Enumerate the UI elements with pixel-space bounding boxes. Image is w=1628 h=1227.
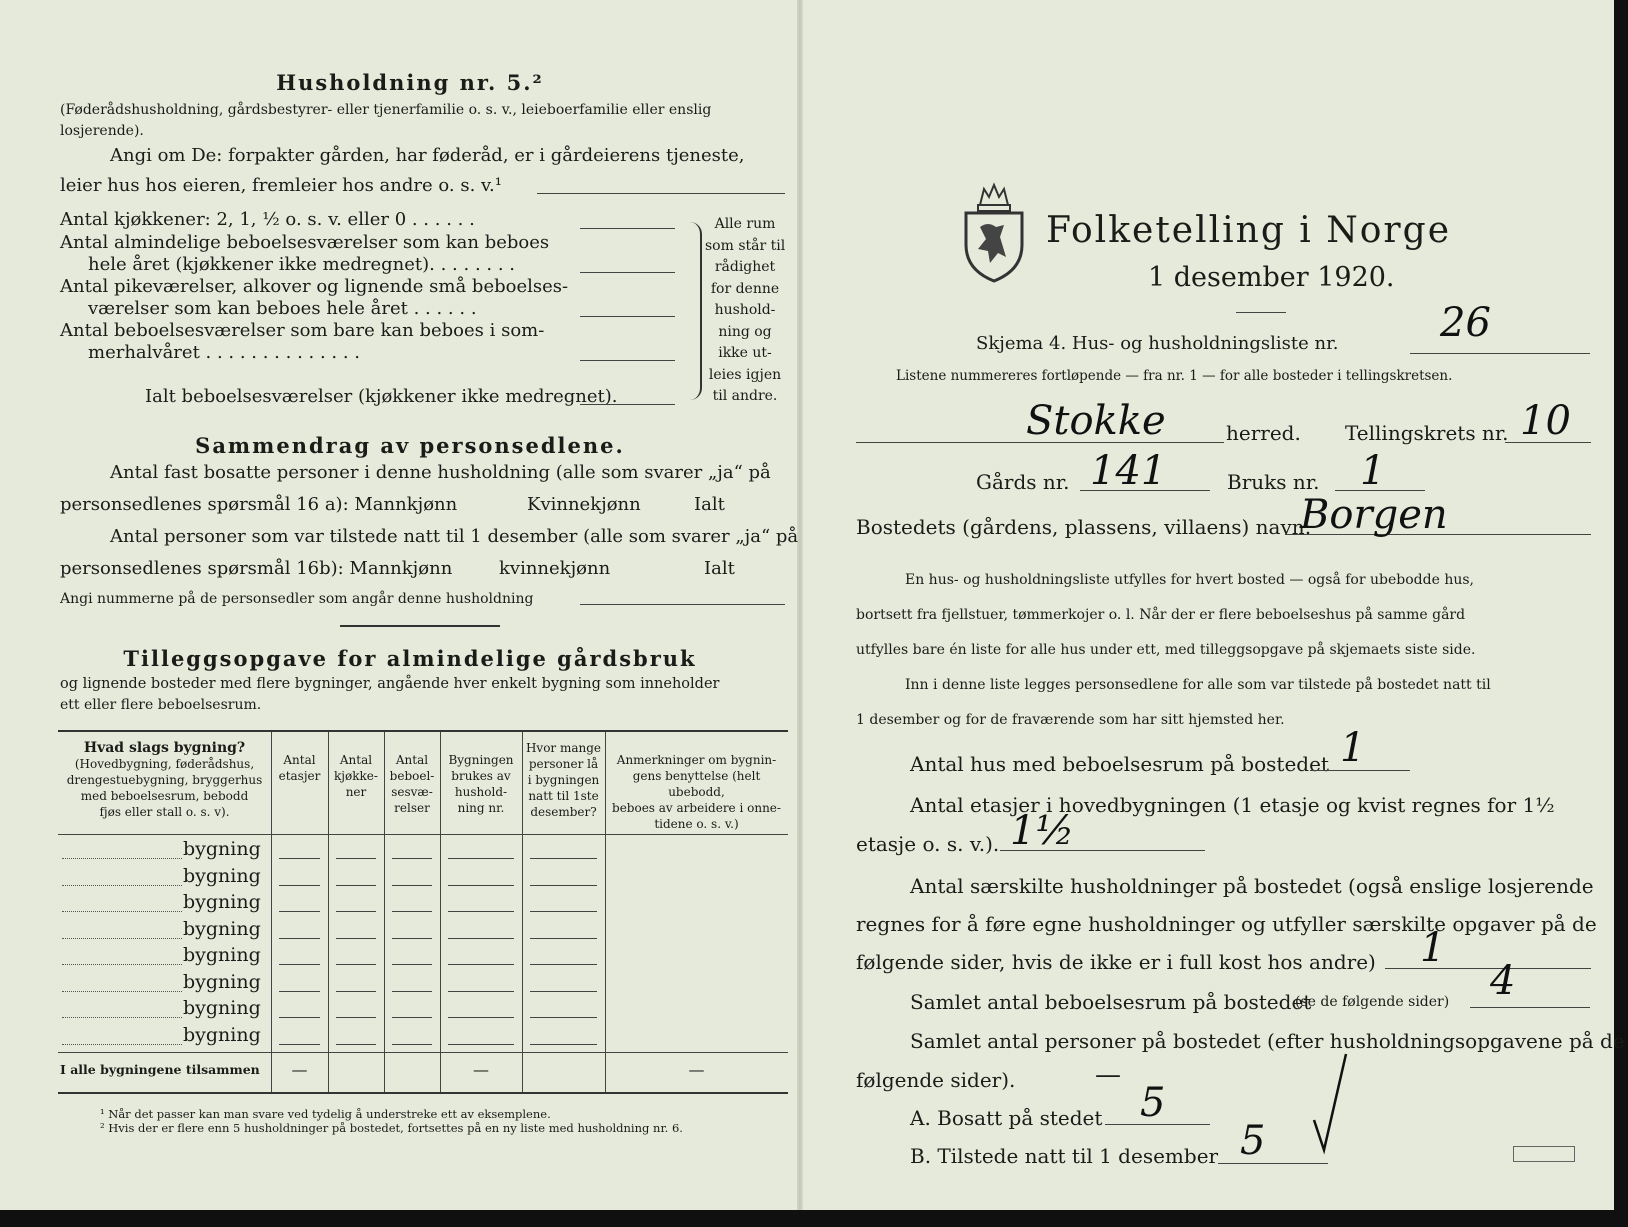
- brace-note-line: for denne: [710, 280, 780, 297]
- table-header-line: tidene o. s. v.): [654, 817, 739, 831]
- instr-1: En hus- og husholdningsliste utfylles for hvert bosted — også for ubebodde hus,: [905, 572, 1474, 588]
- bosatt-label: A. Bosatt på stedet: [910, 1106, 1103, 1130]
- table-header-line: Hvad slags bygning?: [83, 740, 246, 756]
- rooms2a: Antal pikeværelser, alkover og lignende små beboelses-: [60, 276, 569, 297]
- table-header: [58, 740, 271, 820]
- brace: [690, 222, 702, 400]
- supplement-note-1: og lignende bosteder med flere bygninger, angående hver enkelt bygning som inneholder: [60, 676, 720, 692]
- table-cell-line: [392, 1044, 432, 1045]
- rooms2b: værelser som kan beboes hele året . . . . . .: [88, 298, 477, 319]
- rooms1b: hele året (kjøkkener ikke medregnet). . . . . . . .: [88, 254, 515, 275]
- bosatt-value[interactable]: 5: [1140, 1080, 1166, 1126]
- hush-line-1: Antal særskilte husholdninger på bostedet (også enslige losjerende: [910, 874, 1594, 898]
- table-header-line: beboes av arbeidere i onne-: [612, 801, 781, 815]
- table-cell-line: [279, 911, 320, 912]
- sum2b-i: Ialt: [704, 558, 735, 579]
- total-row-label: I alle bygningene tilsammen: [60, 1062, 260, 1077]
- brace-note-line: til andre.: [712, 388, 778, 404]
- brace-note-line: ning og: [718, 323, 772, 340]
- household-note: (Føderådshusholdning, gårdsbestyrer- eller tjenerfamilie o. s. v., leieboerfamilie eller enslig losjerende).: [60, 102, 712, 139]
- table-cell-line: [279, 1017, 320, 1018]
- answer-line: [580, 604, 785, 605]
- household-title: Husholdning nr. 5.²: [276, 70, 544, 95]
- table-cell-line: [530, 964, 597, 965]
- table-header: [440, 752, 522, 816]
- rooms-total: Ialt beboelsesværelser (kjøkkener ikke medregnet).: [145, 386, 618, 407]
- table-cell-line: [336, 938, 376, 939]
- table-cell-line: [448, 911, 514, 912]
- table-header-line: ner: [345, 785, 367, 799]
- herred-label: herred.: [1226, 421, 1301, 445]
- krets-label: Tellingskrets nr.: [1345, 421, 1509, 445]
- separator: [340, 625, 500, 627]
- table-header-line: Bygningen: [448, 753, 514, 767]
- brace-note-line: hushold-: [714, 302, 776, 318]
- numbering-note: Listene nummereres fortløpende — fra nr. 1 — for alle bosteder i tellingskretsen.: [896, 368, 1453, 384]
- sum1a: Antal fast bosatte personer i denne husholdning (alle som svarer „ja“ på: [110, 462, 771, 483]
- sum1b: personsedlenes spørsmål 16 a): Mannkjønn: [60, 494, 458, 515]
- answer-line: [1470, 1007, 1590, 1008]
- table-header-line: desember?: [530, 805, 597, 819]
- brace-note-line: leies igjen: [708, 366, 782, 383]
- table-header: [384, 752, 440, 816]
- table-cell-line: [336, 911, 376, 912]
- table-row-label: bygning: [183, 838, 261, 860]
- table-cell-line: [448, 1044, 514, 1045]
- footnote-2: ² Hvis der er flere enn 5 husholdninger på bostedet, fortsettes på en ny liste med husholdning nr. 6.: [100, 1121, 683, 1135]
- table-row-label: bygning: [183, 917, 261, 940]
- table-row-label: bygning: [183, 997, 261, 1019]
- footnote-1: ¹ Når det passer kan man svare ved tydelig å understreke ett av eksemplene.: [100, 1107, 551, 1121]
- rom-small: (se de følgende sider): [1295, 994, 1450, 1010]
- table-cell-line: [530, 1044, 597, 1045]
- krets-value[interactable]: 10: [1520, 398, 1571, 444]
- sum2a: Antal personer som var tilstede natt til 1 desember (alle som svarer „ja“ på: [110, 526, 799, 547]
- table-row-label: bygning: [183, 1023, 261, 1046]
- answer-line: [580, 360, 675, 361]
- table-header-line: beboel-: [389, 769, 435, 783]
- table-row-line: [62, 1044, 182, 1045]
- bruks-label: Bruks nr.: [1227, 470, 1320, 494]
- table-cell-line: [336, 1044, 376, 1045]
- question-line-2: leier hus hos eieren, fremleier hos andre o. s. v.¹: [60, 175, 502, 196]
- sum1b-k: Kvinnekjønn: [527, 494, 641, 515]
- answer-line: [1410, 353, 1590, 354]
- table-row-line: [62, 858, 182, 859]
- herred-value[interactable]: Stokke: [1026, 398, 1166, 444]
- rooms3a: Antal beboelsesværelser som bare kan beboes i som-: [60, 320, 545, 341]
- gards-label: Gårds nr.: [976, 470, 1070, 494]
- hus-label: Antal hus med beboelsesrum på bostedet: [910, 752, 1329, 776]
- table-cell-line: [530, 911, 597, 912]
- table-cell-line: [279, 991, 320, 992]
- etasjer-line-1: Antal etasjer i hovedbygningen (1 etasje og kvist regnes for 1½: [910, 793, 1555, 817]
- sum3: Angi nummerne på de personsedler som angår denne husholdning: [60, 591, 534, 607]
- supplement-note-2: ett eller flere beboelsesrum.: [60, 697, 262, 713]
- table-cell-line: [392, 991, 432, 992]
- instr-5: 1 desember og for de fraværende som har sitt hjemsted her.: [856, 712, 1285, 728]
- table-cell-line: [448, 964, 514, 965]
- printer-stamp: [1513, 1146, 1575, 1162]
- pers-line-1: Samlet antal personer på bostedet (efter husholdningsopgavene på de: [910, 1029, 1625, 1053]
- table-cell-line: [448, 938, 514, 939]
- question-line-1: Angi om De: forpakter gården, har føderåd, er i gårdeierens tjeneste,: [110, 145, 745, 166]
- pers-line-2: følgende sider).: [856, 1068, 1016, 1092]
- instr-4: Inn i denne liste legges personsedlene for alle som var tilstede på bostedet natt til: [905, 677, 1491, 693]
- answer-line: [580, 272, 675, 273]
- form-title: Folketelling i Norge: [1046, 210, 1451, 251]
- bosted-value[interactable]: Borgen: [1300, 492, 1448, 538]
- table-header-line: relser: [394, 801, 430, 815]
- hush-value[interactable]: 1: [1420, 925, 1446, 971]
- table-header-line: kjøkke-: [334, 769, 378, 783]
- hush-line-3: følgende sider, hvis de ikke er i full kost hos andre): [856, 950, 1376, 974]
- pers-value[interactable]: —: [1095, 1060, 1121, 1090]
- table-cell-line: [279, 885, 320, 886]
- rooms3b: merhalvåret . . . . . . . . . . . . . .: [88, 342, 361, 363]
- separator: [1236, 312, 1286, 313]
- table-row-line: [62, 885, 182, 886]
- sum2b-k: kvinnekjønn: [499, 558, 611, 579]
- table-cell-line: [530, 938, 597, 939]
- total-dash: —: [291, 1060, 308, 1079]
- table-header-line: natt til 1ste: [528, 789, 599, 803]
- table-cell-line: [448, 858, 514, 859]
- table-cell-line: [448, 1017, 514, 1018]
- table-header-line: sesvæ-: [391, 785, 433, 799]
- table-row-label: bygning: [183, 864, 261, 887]
- table-header-line: Antal: [395, 753, 429, 767]
- hus-value[interactable]: 1: [1340, 725, 1366, 771]
- table-cell-line: [392, 938, 432, 939]
- answer-line: [1385, 968, 1591, 969]
- instr-3: utfylles bare én liste for alle hus under ett, med tilleggsopgave på skjemaets siste side.: [856, 642, 1476, 658]
- table-header-line: drengestuebygning, bryggerhus: [66, 773, 263, 787]
- table-header-line: brukes av: [451, 769, 511, 783]
- brace-note-line: som står til: [705, 237, 786, 254]
- table-cell-line: [392, 885, 432, 886]
- etasjer-line-2: etasje o. s. v.).: [856, 832, 1000, 856]
- table-cell-line: [279, 964, 320, 965]
- instr-2: bortsett fra fjellstuer, tømmerkojer o. l. Når der er flere beboelseshus på samme gård: [856, 607, 1466, 623]
- rooms1a: Antal almindelige beboelsesværelser som kan beboes: [60, 232, 550, 253]
- kitchen-label: Antal kjøkkener: 2, 1, ½ o. s. v. eller 0 . . . . . .: [60, 209, 475, 230]
- check-mark-icon: [1310, 1050, 1350, 1160]
- table-header-line: (Hovedbygning, føderådshus,: [74, 757, 255, 771]
- table-row-label: bygning: [183, 944, 261, 966]
- hush-line-2: regnes for å føre egne husholdninger og utfyller særskilte opgaver på de: [856, 912, 1597, 936]
- table-header-line: Hvor mange: [525, 741, 602, 755]
- brace-note-line: Alle rum: [714, 216, 776, 232]
- table-row-line: [62, 991, 182, 992]
- schema-label: Skjema 4. Hus- og husholdningsliste nr.: [976, 333, 1339, 354]
- summary-title: Sammendrag av personsedlene.: [195, 433, 625, 458]
- answer-line: [580, 228, 675, 229]
- table-header: [522, 740, 605, 820]
- table-cell-line: [336, 964, 376, 965]
- table-cell-line: [392, 964, 432, 965]
- building-table: [58, 730, 788, 1094]
- total-dash: —: [473, 1060, 489, 1079]
- answer-line: [580, 316, 675, 317]
- table-row-line: [62, 1017, 182, 1018]
- brace-note-line: rådighet: [714, 259, 776, 275]
- table-header-line: fjøs eller stall o. s. v).: [99, 805, 230, 819]
- page-fold: [797, 0, 803, 1210]
- table-cell-line: [392, 911, 432, 912]
- table-header-line: ning nr.: [457, 801, 505, 815]
- form-date: 1 desember 1920.: [1148, 262, 1395, 293]
- schema-value[interactable]: 26: [1440, 300, 1491, 346]
- table-cell-line: [336, 858, 376, 859]
- gards-value[interactable]: 141: [1090, 448, 1167, 494]
- sum1b-i: Ialt: [694, 494, 725, 515]
- table-cell-line: [530, 991, 597, 992]
- brace-note-line: ikke ut-: [718, 345, 772, 361]
- table-header: [605, 752, 788, 832]
- answer-line: [580, 404, 675, 405]
- etasjer-value[interactable]: 1½: [1010, 808, 1075, 854]
- table-row-line: [62, 964, 182, 965]
- table-cell-line: [279, 938, 320, 939]
- table-header: [328, 752, 384, 800]
- table-cell-line: [448, 885, 514, 886]
- table-cell-line: [448, 991, 514, 992]
- coat-of-arms-icon: [958, 175, 1030, 285]
- table-row-line: [62, 938, 182, 939]
- total-dash: —: [688, 1060, 705, 1079]
- table-cell-line: [336, 885, 376, 886]
- rom-label: Samlet antal beboelsesrum på bostedet: [910, 990, 1312, 1014]
- tilstede-label: B. Tilstede natt til 1 desember: [910, 1144, 1219, 1168]
- table-cell-line: [336, 991, 376, 992]
- table-header-line: etasjer: [278, 769, 321, 783]
- brace-note: [705, 214, 785, 408]
- table-row-label: bygning: [183, 970, 261, 993]
- bruks-value[interactable]: 1: [1360, 448, 1386, 494]
- answer-line: [1218, 1163, 1328, 1164]
- table-row-line: [62, 911, 182, 912]
- table-cell-line: [530, 1017, 597, 1018]
- table-header: [271, 752, 328, 784]
- table-cell-line: [279, 858, 320, 859]
- rom-value[interactable]: 4: [1490, 958, 1516, 1004]
- table-cell-line: [392, 1017, 432, 1018]
- table-header-line: hushold-: [454, 785, 508, 799]
- table-header-line: gens benyttelse (helt ubebodd,: [632, 769, 761, 799]
- table-header-line: Antal: [283, 753, 316, 767]
- table-cell-line: [392, 858, 432, 859]
- table-header-line: i bygningen: [527, 773, 600, 787]
- tilstede-value[interactable]: 5: [1240, 1118, 1266, 1164]
- supplement-title: Tilleggsopgave for almindelige gårdsbruk: [123, 646, 697, 671]
- table-cell-line: [530, 858, 597, 859]
- table-header-line: Anmerkninger om bygnin-: [616, 753, 777, 767]
- table-cell-line: [279, 1044, 320, 1045]
- answer-line: [537, 193, 785, 194]
- table-header-line: Antal: [339, 753, 373, 767]
- table-header-line: med beboelsesrum, bebodd: [80, 789, 249, 803]
- sum2b: personsedlenes spørsmål 16b): Mannkjønn: [60, 558, 453, 579]
- table-row-label: bygning: [183, 891, 261, 913]
- table-cell-line: [530, 885, 597, 886]
- table-cell-line: [336, 1017, 376, 1018]
- bosted-label: Bostedets (gårdens, plassens, villaens) navn:: [856, 515, 1312, 539]
- table-header-line: personer lå: [528, 757, 599, 771]
